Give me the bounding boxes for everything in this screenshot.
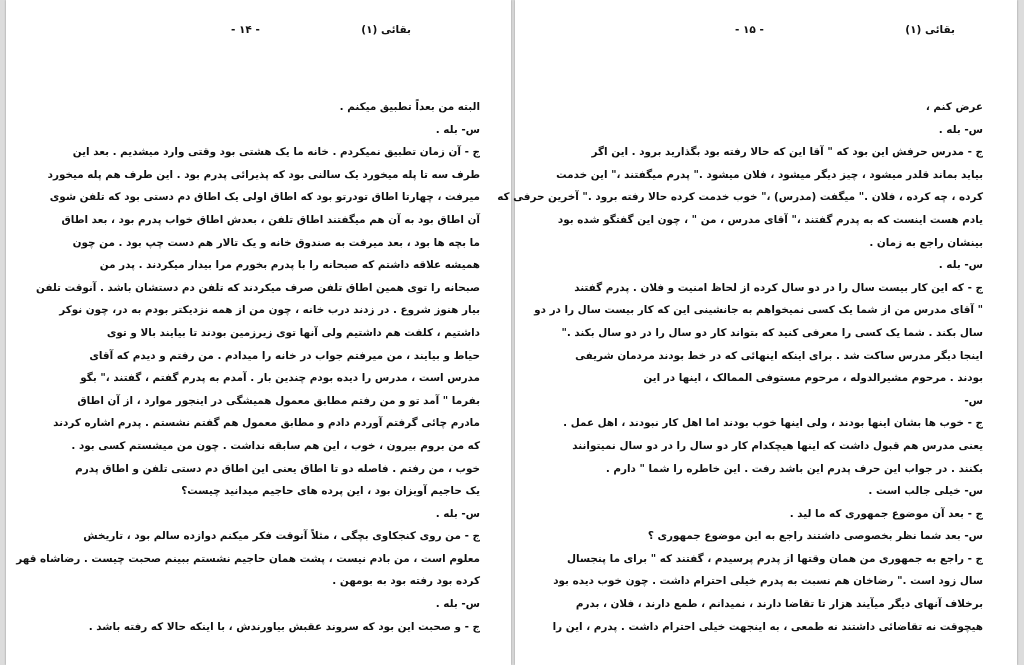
text-line: ج - راجع به جمهوری من همان وقتها از پدرم پرسیدم ، گفتند که " برای ما پنجسال	[566, 552, 983, 565]
text-line: یادم هست اینست که به پدرم گفتند ،" آقای مدرس ، من " ، چون این گفتگو شده بود	[557, 213, 983, 226]
text-line: ج - آن زمان تطبیق نمیکردم . خانه ما یک هشتی بود وقتی وارد میشدیم . بعد این	[72, 146, 480, 159]
text-line: صبحانه را توی همین اطاق تلفن صرف میکردند که تلفن دم دستشان باشد . آنوقت تلفن	[35, 281, 480, 294]
text-line: س-	[964, 394, 983, 407]
text-line: سال زود است ." رضاخان هم نسبت به پدرم خیلی احترام داشت . چون خوب دیده بود	[553, 575, 983, 588]
text-line: بیار هنوز شروع . در زدند درب خانه ، چون من از همه نزدیکتر بودم به در، چون نوکر	[59, 304, 480, 317]
text-line: ج - من روی کنجکاوی بچگی ، مثلاً آنوقت فکر میکنم دوازده سالم بود ، تاریخش	[83, 530, 480, 543]
text-line: یعنی مدرس هم قبول داشت که اینها هیچکدام کار دو سال را در دو سال نمیتوانند	[572, 439, 983, 452]
page-header-title: بقائی (۱)	[361, 24, 411, 36]
text-line: ج - که این کار بیست سال را در دو سال کرده از لحاظ امنیت و فلان . پدرم گفتند	[574, 281, 983, 294]
text-line: که من بروم بیرون ، خوب ، این هم سابقه نداشت . چون من میشستم کسی بود .	[71, 439, 480, 452]
text-line: س- بله .	[938, 259, 983, 272]
text-line: بکنند . در جواب این حرف پدرم این باشد رفت . این خاطره را شما " دارم .	[605, 462, 983, 475]
text-line: یک حاجیم آویزان بود ، این پرده های حاجیم میدانید چیست؟	[181, 485, 480, 498]
text-line: داشتیم ، کلفت هم داشتیم ولی آنها توی زیرزمین بودند تا بیایند بالا و توی	[106, 326, 480, 339]
text-line: کرده ، چه کرده ، فلان ." میگفت (مدرس) ،" خوب خدمت کرده حالا رفته برود ." آخرین حرفی که	[497, 191, 983, 204]
text-line: بفرما " آمد تو و من رفتم مطابق معمول همیشگی در اینجور موارد ، از آن اطاق	[77, 394, 480, 407]
text-line: س- بله .	[435, 507, 480, 520]
page-number: - ۱۵ -	[735, 24, 764, 36]
text-line: بیاید بماند قلدر میشود ، چیز دیگر میشود ، فلان میشود ." پدرم میگفتند ،" این خدمت	[556, 168, 983, 181]
text-line: س- بله .	[435, 598, 480, 611]
text-line: س- خیلی جالب است .	[868, 485, 983, 498]
text-line: س- بعد شما نظر بخصوصی داشتند راجع به این موضوع جمهوری ؟	[647, 530, 983, 543]
text-line: " آقای مدرس من از شما یک کسی نمیخواهم به جانشینی این که کار بیست سال را در دو	[534, 304, 983, 317]
text-line: طرف سه تا پله میخورد یک سالنی بود که پذیرائی پدرم بود . این طرف هم پله میخورد	[47, 168, 480, 181]
text-line: اینجا دیگر مدرس ساکت شد . برای اینکه اینهائی که در خط بودند مردمان شریفی	[575, 349, 983, 362]
text-line: بودند . مرحوم مشیرالدوله ، مرحوم مستوفی الممالک ، اینها در این	[643, 372, 983, 385]
text-line: کرده بود رفته بود به بومهن .	[332, 575, 480, 588]
text-line: عرض کنم ،	[925, 101, 983, 113]
text-line: س- بله .	[435, 123, 480, 136]
page-header-title: بقائی (۱)	[905, 24, 955, 36]
text-line: معلوم است ، من بادم نیست ، پشت همان حاجیم نشستم ببینم صحبت چیست . رضاشاه قهر	[16, 552, 480, 565]
text-line: میرفت ، چهارتا اطاق تودرتو بود که اطاق اولی یک اطاق دم دستی بود که تلفن شوی	[49, 191, 480, 204]
text-line: بینشان راجع به زمان .	[869, 236, 983, 249]
page-15	[497, 0, 1017, 665]
text-line: ج - مدرس حرفش این بود که " آقا این که حالا رفته بود بگذارید برود . این اگر	[591, 146, 983, 159]
text-line: ج - خوب ها بشان اینها بودند ، ولی اینها خوب بودند اما اهل کار نبودند ، اهل عمل .	[563, 417, 983, 430]
text-line: مادرم چائی گرفتم آوردم دادم و مطابق معمول هم گفتم نشستم . پدرم اشاره کردند	[53, 417, 480, 430]
text-line: ج - و صحبت این بود که سروند عقبش بیاورندش ، با اینکه حالا که رفته باشد .	[88, 620, 480, 633]
text-line: خوب ، من رفتم . فاصله دو تا اطاق یعنی این اطاق دم دستی تلفن و اطاق پدرم	[75, 462, 480, 475]
page-number: - ۱۴ -	[231, 24, 260, 36]
text-line: سال بکند . شما یک کسی را معرفی کنید که بتواند کار دو سال را در دو سال بکند ."	[561, 326, 983, 339]
text-line: حیاط و بیایند ، من میرفتم جواب در خانه را میدادم . من رفتم و دیدم که آقای	[89, 349, 480, 362]
text-line: ج - بعد آن موضوع جمهوری که ما لید .	[789, 507, 983, 520]
text-line: ما بچه ها بود ، بعد میرفت به صندوق خانه و یک تالار هم دست چپ بود . من چون	[72, 236, 480, 249]
text-line: مدرس است ، مدرس را دیده بودم چندین بار . آمدم به پدرم گفتم ، گفتند ،" بگو	[80, 372, 480, 385]
page-body-text	[16, 96, 480, 638]
text-line: همیشه علاقه داشتم که صبحانه را با پدرم بخورم مرا بیدار میکردند . پدر من	[99, 259, 480, 272]
text-line: س- بله .	[938, 123, 983, 136]
text-line: برخلاف آنهای دیگر میآیند هزار تا تقاضا دارند ، نمیدانم ، طمع دارند ، فلان ، بدرم	[575, 598, 983, 611]
text-line: آن اطاق بود به آن هم میگفتند اطاق تلفن ، بعدش اطاق خواب پدرم بود ، بعد اطاق	[61, 213, 480, 226]
text-line: هیچوقت نه تقاضائی داشتند نه طمعی ، به اینجهت خیلی احترام داشت . پدرم ، این را	[552, 620, 983, 633]
text-line: البته من بعداً تطبیق میکنم .	[339, 101, 480, 113]
page-body-text	[497, 96, 983, 638]
page-14	[6, 0, 511, 665]
